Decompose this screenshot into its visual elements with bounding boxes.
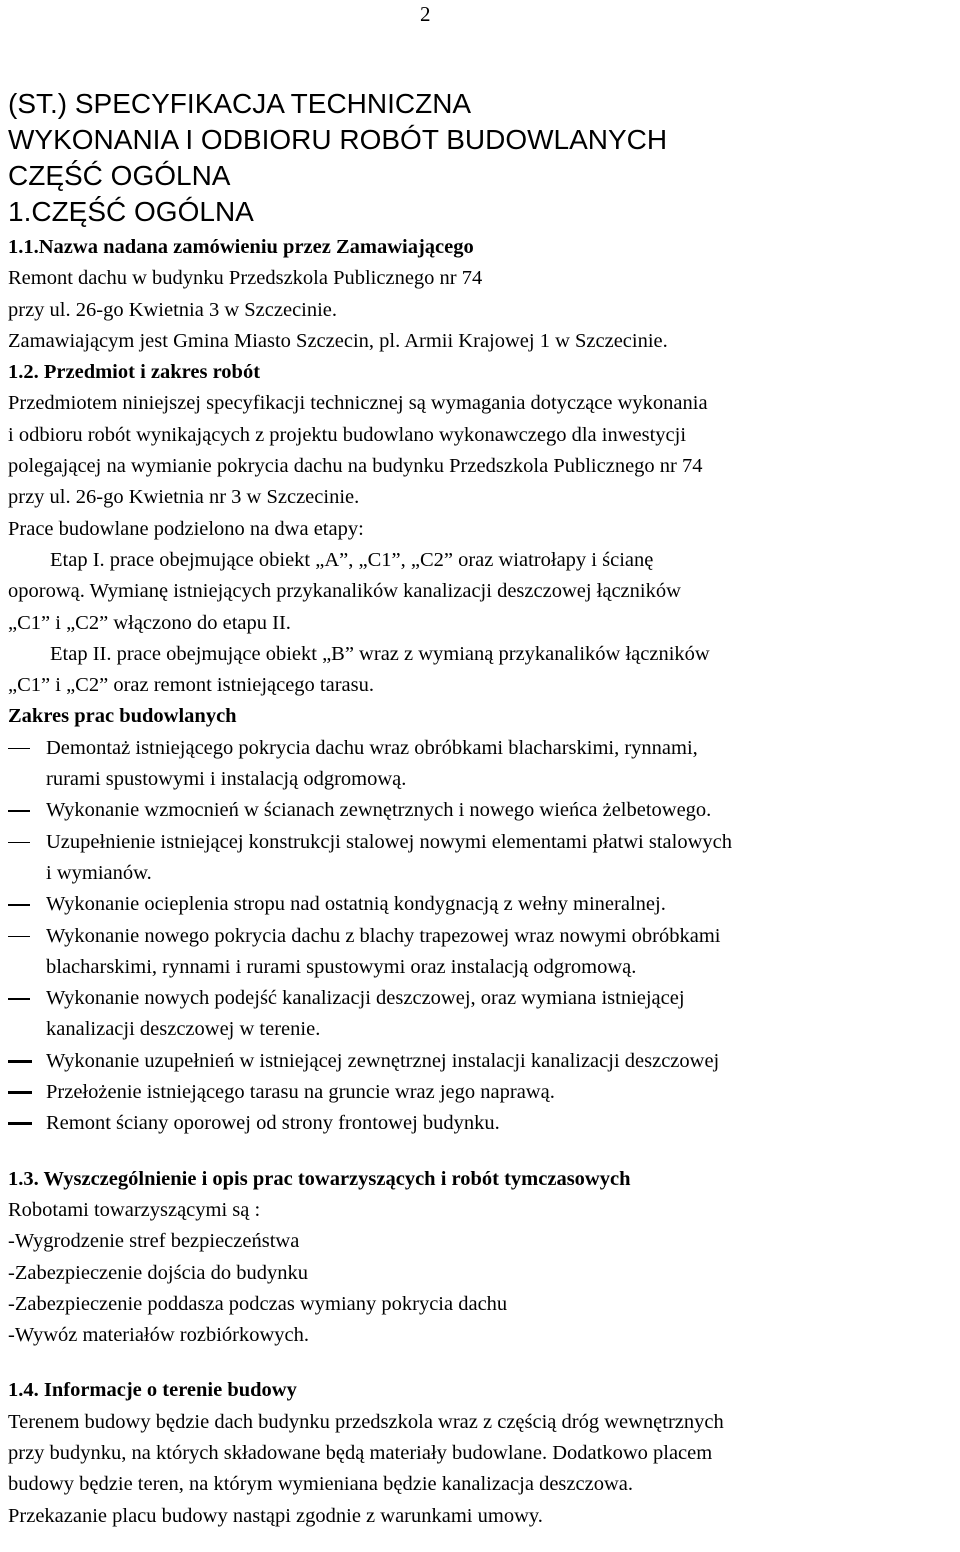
section-1-3-line: Robotami towarzyszącymi są : [8, 1198, 261, 1221]
section-1-3-line: -Zabezpieczenie poddasza podczas wymiany pokrycia dachu [8, 1292, 508, 1315]
header-line-1: (ST.) SPECYFIKACJA TECHNICZNA [8, 88, 472, 119]
section-1-4-line: przy budynku, na których składowane będą materiały budowlane. Dodatkowo placem [8, 1441, 713, 1464]
stage-1-line: Etap I. prace obejmujące obiekt „A”, „C1”, „C2” oraz wiatrołapy i ścianę [50, 548, 654, 571]
section-1-4-line: Przekazanie placu budowy nastąpi zgodnie z warunkami umowy. [8, 1504, 543, 1527]
section-1-1-heading: 1.1.Nazwa nadana zamówieniu przez Zamawiającego [8, 236, 474, 258]
dash-bullet-icon [8, 998, 30, 1000]
dash-bullet-icon [8, 1060, 32, 1063]
header-line-4: 1.CZĘŚĆ OGÓLNA [8, 196, 254, 227]
stage-1-line: oporową. Wymianę istniejących przykanalików kanalizacji deszczowej łączników [8, 580, 681, 603]
section-1-4-line: budowy będzie teren, na którym wymieniana będzie kanalizacja deszczowa. [8, 1473, 633, 1496]
section-1-4-heading: 1.4. Informacje o terenie budowy [8, 1379, 297, 1402]
dash-bullet-icon [8, 904, 30, 906]
dash-bullet-icon [8, 748, 30, 750]
stage-2-line: Etap II. prace obejmujące obiekt „B” wraz z wymianą przykanalików łączników [50, 642, 710, 665]
scope-list-item: Remont ściany oporowej od strony frontowej budynku. [8, 1108, 958, 1139]
scope-list-item: Demontaż istniejącego pokrycia dachu wraz obróbkami blacharskimi, rynnami, rurami spustowymi i instalacją odgromową. [8, 733, 958, 796]
section-1-2-paragraph-line: przy ul. 26-go Kwietnia nr 3 w Szczecinie. [8, 486, 360, 509]
section-1-2-paragraph-line: Prace budowlane podzielono na dwa etapy: [8, 517, 364, 540]
dash-bullet-icon [8, 810, 30, 812]
page-number: 2 [420, 2, 431, 26]
section-1-3-heading: 1.3. Wyszczególnienie i opis prac towarzyszących i robót tymczasowych [8, 1167, 631, 1190]
document-body [8, 232, 958, 1532]
section-1-2-paragraph-line: Przedmiotem niniejszej specyfikacji technicznej są wymagania dotyczące wykonania [8, 392, 708, 415]
section-1-1-line: Zamawiającym jest Gmina Miasto Szczecin, pl. Armii Krajowej 1 w Szczecinie. [8, 329, 668, 352]
dash-bullet-icon [8, 1091, 32, 1094]
section-1-2-heading: 1.2. Przedmiot i zakres robót [8, 361, 261, 384]
scope-list-item: Wykonanie uzupełnień w istniejącej zewnętrznej instalacji kanalizacji deszczowej [8, 1046, 958, 1077]
section-1-3-line: -Wygrodzenie stref bezpieczeństwa [8, 1230, 300, 1253]
scope-heading: Zakres prac budowlanych [8, 705, 237, 728]
document-header [8, 86, 667, 230]
header-line-2: WYKONANIA I ODBIORU ROBÓT BUDOWLANYCH [8, 124, 668, 155]
dash-bullet-icon [8, 936, 30, 938]
scope-list-item: Wykonanie wzmocnień w ścianach zewnętrznych i nowego wieńca żelbetowego. [8, 795, 958, 826]
section-1-3-line: -Wywóz materiałów rozbiórkowych. [8, 1324, 310, 1347]
scope-list-item: Uzupełnienie istniejącej konstrukcji stalowej nowymi elementami płatwi stalowych i wymianów. [8, 827, 958, 890]
scope-list-item: Przełożenie istniejącego tarasu na gruncie wraz jego naprawą. [8, 1077, 958, 1108]
scope-list-item: Wykonanie nowych podejść kanalizacji deszczowej, oraz wymiana istniejącej kanalizacji deszczowej w terenie. [8, 983, 958, 1046]
stage-2-line: „C1” i „C2” oraz remont istniejącego tarasu. [8, 674, 375, 697]
section-1-2-paragraph-line: i odbioru robót wynikających z projektu budowlano wykonawczego dla inwestycji [8, 423, 687, 446]
section-1-1-line: przy ul. 26-go Kwietnia 3 w Szczecinie. [8, 298, 338, 321]
header-line-3: CZĘŚĆ OGÓLNA [8, 160, 231, 191]
scope-list-item: Wykonanie nowego pokrycia dachu z blachy trapezowej wraz nowymi obróbkami blacharskimi, rynnami i rurami spustowymi oraz instalacją odgromową. [8, 921, 958, 984]
stage-1-line: „C1” i „C2” włączono do etapu II. [8, 611, 291, 634]
dash-bullet-icon [8, 842, 30, 844]
dash-bullet-icon [8, 1122, 32, 1125]
section-1-2-paragraph-line: polegającej na wymianie pokrycia dachu na budynku Przedszkola Publicznego nr 74 [8, 455, 703, 478]
section-1-4-line: Terenem budowy będzie dach budynku przedszkola wraz z częścią dróg wewnętrznych [8, 1410, 724, 1433]
section-1-3-line: -Zabezpieczenie dojścia do budynku [8, 1261, 308, 1284]
section-1-1-line: Remont dachu w budynku Przedszkola Publicznego nr 74 [8, 267, 483, 290]
scope-list-item: Wykonanie ocieplenia stropu nad ostatnią kondygnacją z wełny mineralnej. [8, 889, 958, 920]
